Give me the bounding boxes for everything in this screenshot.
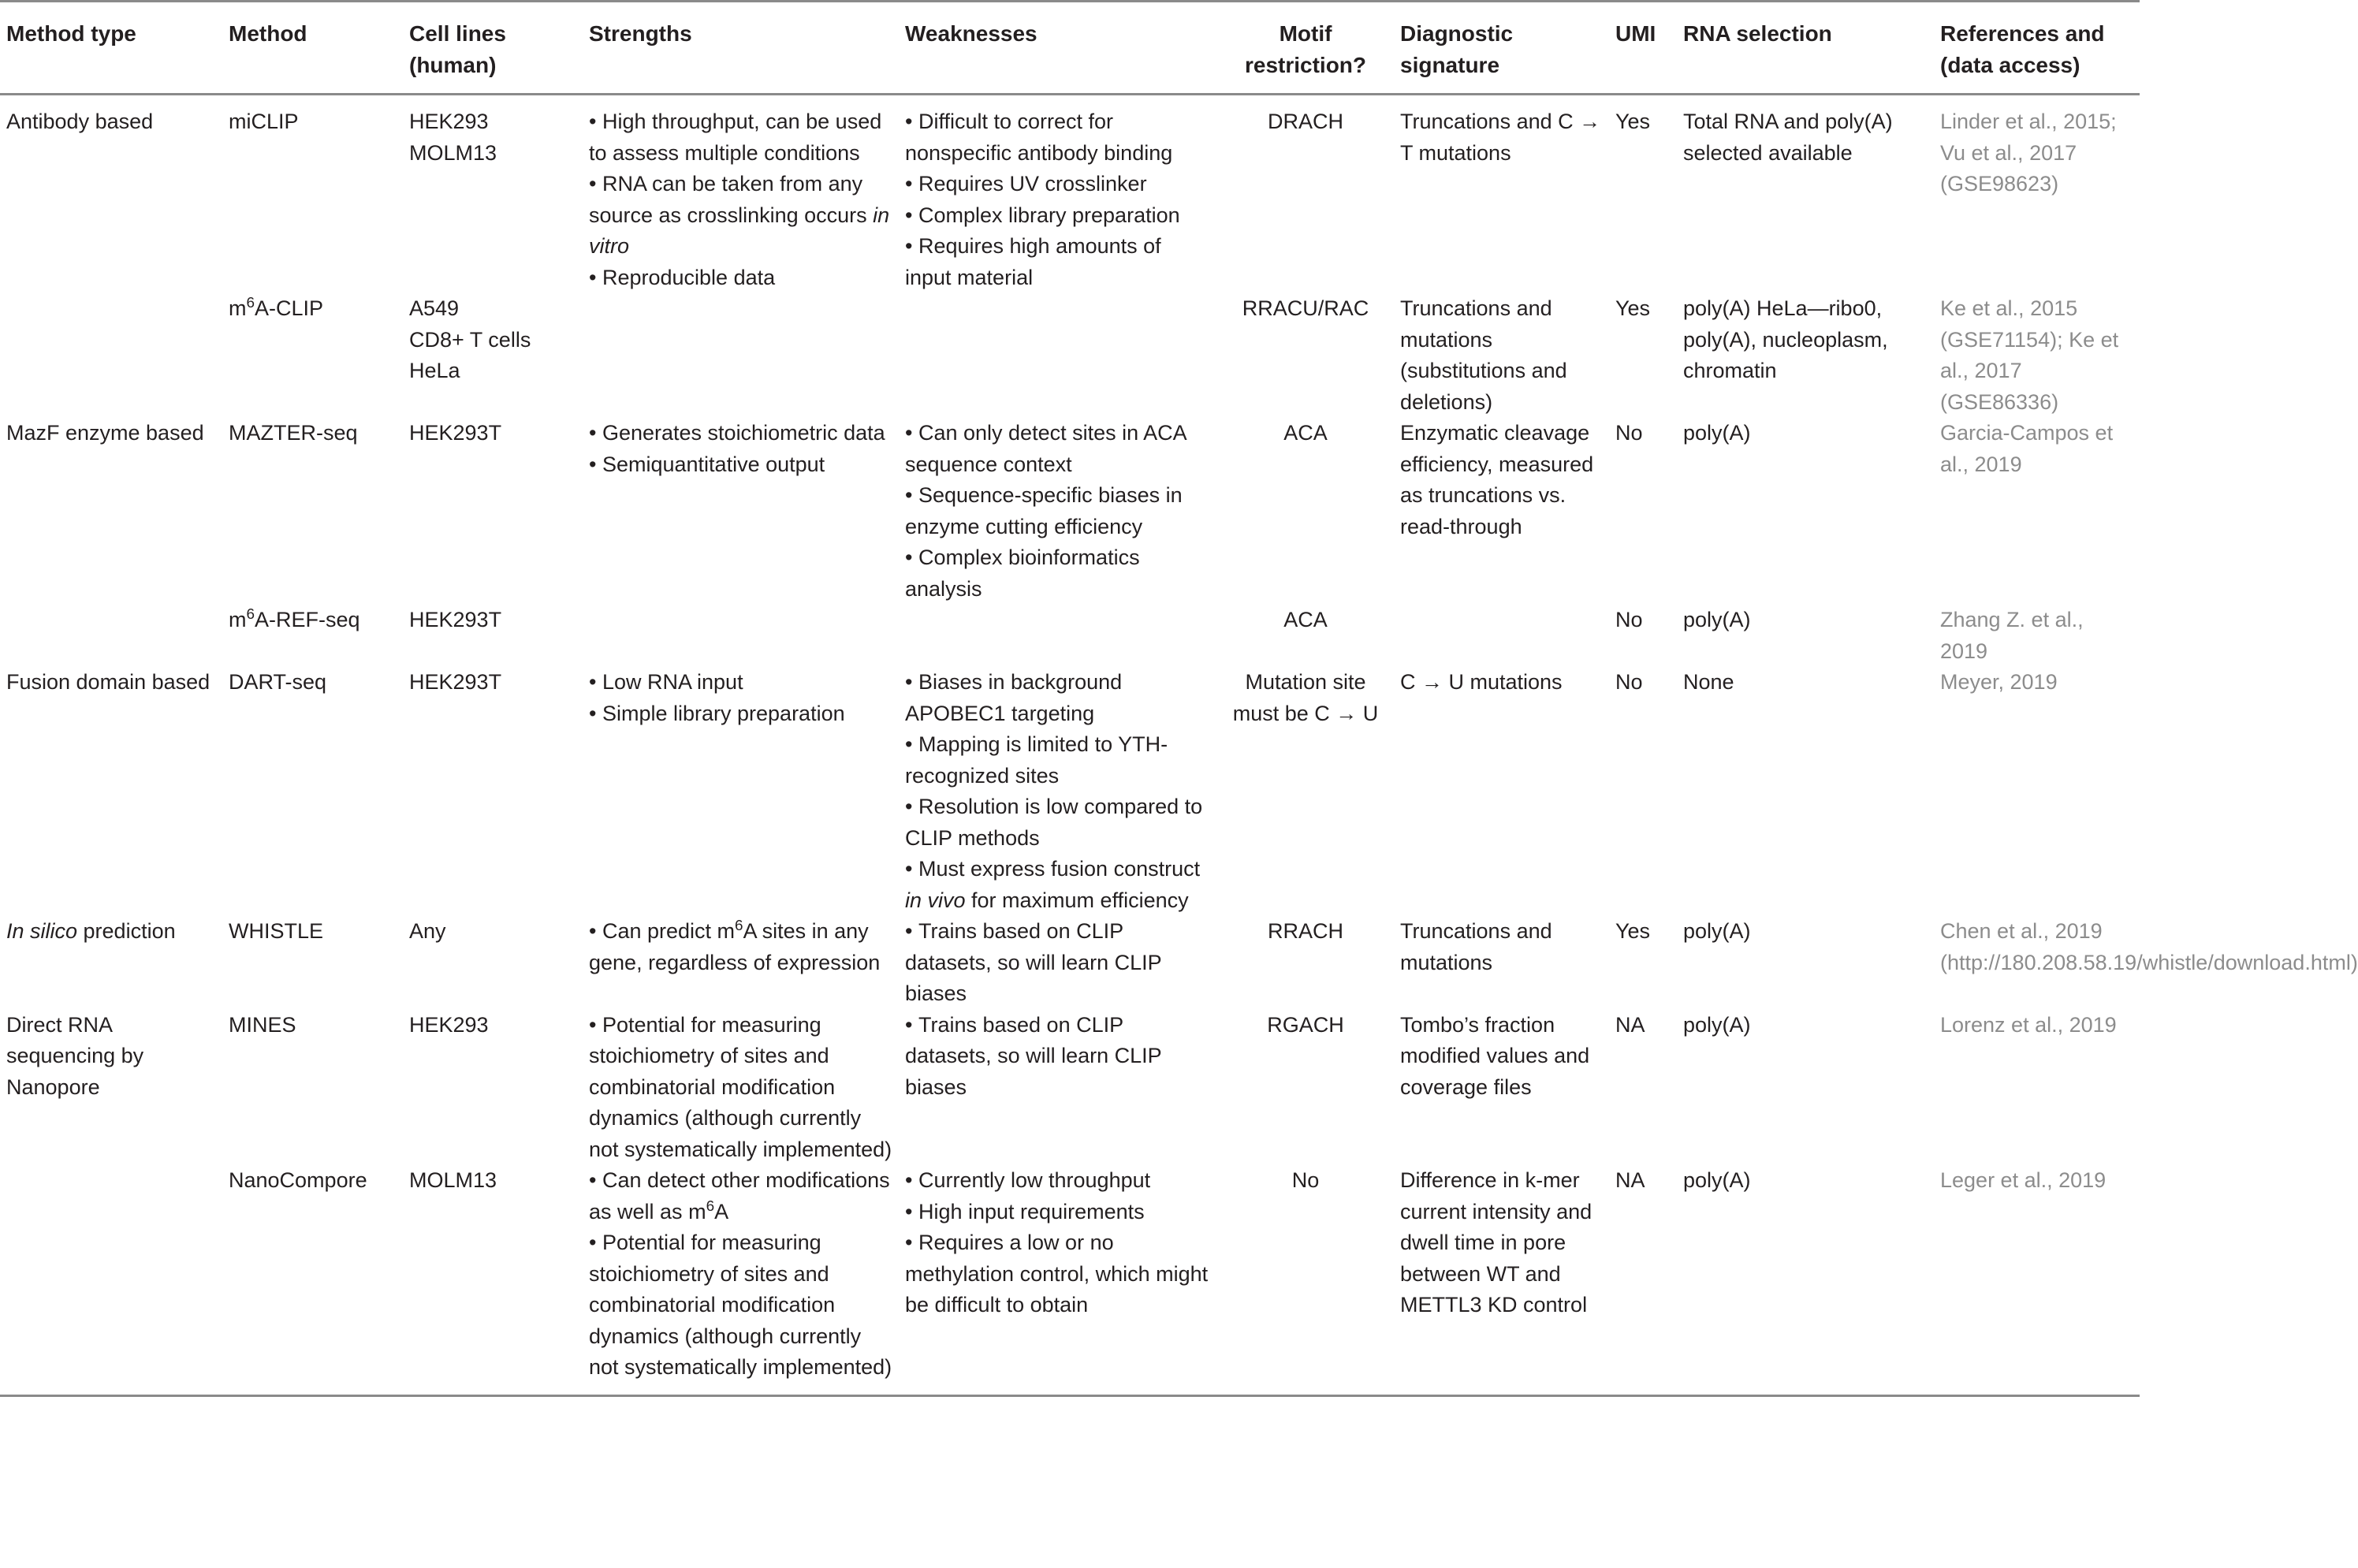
weakness-item: • Must express fusion construct in vivo for maximum efficiency — [905, 854, 1211, 916]
weaknesses-cell — [899, 418, 1217, 605]
table-row — [0, 95, 2140, 294]
method-cell: NanoCompore — [222, 1165, 403, 1395]
references-cell: Leger et al., 2019 — [1934, 1165, 2140, 1395]
weaknesses-cell — [899, 667, 1217, 916]
cell-lines-cell — [403, 667, 583, 916]
diagnostic-signature-cell: Truncations and mutations — [1400, 919, 1552, 974]
cell-line: HEK293T — [409, 421, 502, 445]
weaknesses-cell — [899, 95, 1217, 294]
cell-lines-cell — [403, 1165, 583, 1395]
cell-line: A549 — [409, 296, 460, 320]
cell-line: Any — [409, 919, 446, 943]
cell-lines-cell — [403, 95, 583, 294]
cell-line: HEK293T — [409, 670, 502, 694]
cell-line: HEK293T — [409, 608, 502, 631]
weakness-item: • Sequence-specific biases in enzyme cutting efficiency — [905, 480, 1211, 542]
weakness-item: • Resolution is low compared to CLIP methods — [905, 791, 1211, 854]
strength-item: • RNA can be taken from any source as crosslinking occurs in vitro — [589, 169, 892, 263]
diagnostic-signature-cell: Difference in k-mer current intensity and dwell time in pore between WT and METTL3 KD control — [1394, 1165, 1609, 1395]
weakness-item: • Complex library preparation — [905, 200, 1211, 232]
table-row — [0, 293, 2140, 418]
umi-cell: Yes — [1615, 110, 1651, 133]
method-type-cell: In silico prediction — [6, 919, 176, 943]
diagnostic-signature-cell — [1394, 605, 1609, 667]
method-cell: MAZTER-seq — [229, 421, 358, 445]
references-cell: Chen et al., 2019 (http://180.208.58.19/whistle/download.html) — [1940, 919, 2358, 974]
references-cell: Meyer, 2019 — [1940, 670, 2058, 694]
motif-cell: DRACH — [1267, 110, 1343, 133]
header-method-type: Method type — [0, 2, 222, 95]
cell-lines-cell — [403, 418, 583, 605]
strengths-cell — [583, 418, 899, 605]
references-cell: Zhang Z. et al., 2019 — [1940, 608, 2084, 663]
method-cell: DART-seq — [229, 670, 327, 694]
motif-cell: ACA — [1283, 608, 1328, 631]
weakness-item: • Biases in background APOBEC1 targeting — [905, 667, 1211, 729]
strength-item: • Can detect other modifications as well as $m^6A$ — [589, 1165, 892, 1227]
rna-selection-cell: poly(A) HeLa—ribo0, poly(A), nucleoplasm, chromatin — [1683, 296, 1888, 382]
diagnostic-signature-cell: Tombo’s fraction modified values and coverage files — [1400, 1012, 1590, 1099]
cell-line: HEK293 — [409, 1012, 489, 1037]
cell-line: CD8+ T cells — [409, 327, 531, 352]
weakness-item: • Mapping is limited to YTH-recognized sites — [905, 729, 1211, 791]
motif-cell: ACA — [1283, 421, 1328, 445]
table-row — [0, 667, 2140, 916]
weakness-item: • Trains based on CLIP datasets, so will learn CLIP biases — [905, 1010, 1211, 1104]
rna-selection-cell: poly(A) — [1683, 919, 1751, 943]
weakness-item: • Difficult to correct for nonspecific antibody binding — [905, 106, 1211, 169]
cell-lines-cell — [403, 1010, 583, 1166]
rna-selection-cell: poly(A) — [1683, 1012, 1751, 1037]
weakness-item: • Requires UV crosslinker — [905, 169, 1211, 200]
strength-item: • Potential for measuring stoichiometry of sites and combinatorial modification dynamics (although currently not systematically implemented) — [589, 1010, 892, 1166]
method-type-cell: MazF enzyme based — [6, 421, 204, 445]
table-body — [0, 95, 2358, 1396]
weakness-item: • Can only detect sites in ACA sequence context — [905, 418, 1211, 480]
method-cell: miCLIP — [229, 110, 299, 133]
weaknesses-cell — [899, 1010, 1217, 1166]
motif-cell: No — [1217, 1165, 1394, 1395]
strength-item: • Low RNA input — [589, 667, 892, 698]
cell-line: MOLM13 — [409, 1168, 497, 1192]
umi-cell: No — [1615, 421, 1643, 445]
rna-selection-cell: poly(A) — [1677, 1165, 1934, 1395]
references-cell: Ke et al., 2015 (GSE71154); Ke et al., 2017 (GSE86336) — [1940, 296, 2119, 414]
strengths-cell — [583, 1165, 899, 1395]
method-cell: WHISTLE — [229, 919, 324, 943]
table-row — [0, 916, 2140, 1010]
references-cell: Linder et al., 2015; Vu et al., 2017 (GSE98623) — [1940, 110, 2117, 196]
strength-item: • Potential for measuring stoichiometry of sites and combinatorial modification dynamics (although currently not systematically implemented) — [589, 1227, 892, 1384]
strengths-cell — [583, 293, 899, 418]
method-type-cell: Direct RNA sequencing by Nanopore — [6, 1012, 144, 1099]
method-cell: $m^6A-REF$-seq — [229, 606, 360, 631]
weakness-item: • Requires a low or no methylation control, which might be difficult to obtain — [905, 1227, 1211, 1321]
cell-lines-cell — [403, 605, 583, 667]
strength-item: • High throughput, can be used to assess multiple conditions — [589, 106, 892, 169]
header-diagnostic-signature: Diagnostic signature — [1394, 2, 1609, 95]
strength-item: • Reproducible data — [589, 263, 892, 294]
rna-selection-cell: poly(A) — [1683, 608, 1751, 631]
method-type-cell — [0, 1165, 222, 1395]
rna-selection-cell: poly(A) — [1683, 421, 1751, 445]
header-rna-selection: RNA selection — [1677, 2, 1934, 95]
umi-cell: Yes — [1615, 919, 1651, 943]
weaknesses-cell — [899, 1165, 1217, 1395]
method-cell: MINES — [229, 1012, 296, 1037]
header-method: Method — [222, 2, 403, 95]
strengths-cell — [583, 605, 899, 667]
cell-line: HEK293 — [409, 110, 489, 133]
umi-cell: No — [1615, 670, 1643, 694]
weaknesses-cell — [899, 916, 1217, 1010]
rna-selection-cell: None — [1683, 670, 1734, 694]
diagnostic-signature-cell: Truncations and C → T mutations — [1400, 110, 1601, 165]
motif-cell: RRACH — [1267, 919, 1343, 943]
cell-line: MOLM13 — [409, 140, 497, 165]
method-type-cell — [0, 605, 222, 667]
umi-cell: No — [1615, 608, 1643, 631]
header-umi: UMI — [1609, 2, 1677, 95]
strength-item: • Generates stoichiometric data — [589, 418, 892, 449]
header-weaknesses: Weaknesses — [899, 2, 1217, 95]
table-header-row — [0, 2, 2140, 95]
strength-item: • Simple library preparation — [589, 698, 892, 730]
weakness-item: • Requires high amounts of input material — [905, 231, 1211, 293]
header-motif-restriction: Motif restriction? — [1217, 2, 1394, 95]
motif-cell: Mutation site must be C → U — [1232, 670, 1379, 725]
method-type-cell: Fusion domain based — [6, 670, 210, 694]
cell-lines-cell — [403, 916, 583, 1010]
table-row — [0, 418, 2140, 605]
cell-line: HeLa — [409, 359, 460, 382]
umi-cell: NA — [1609, 1165, 1677, 1395]
weakness-item: • High input requirements — [905, 1197, 1211, 1228]
table-row — [0, 1010, 2140, 1166]
motif-cell: RGACH — [1267, 1012, 1344, 1037]
references-cell: Garcia-Campos et al., 2019 — [1940, 421, 2114, 476]
diagnostic-signature-cell: Truncations and mutations (substitutions and deletions) — [1400, 296, 1567, 414]
strengths-cell — [583, 1010, 899, 1166]
strengths-cell — [583, 916, 899, 1010]
method-cell: $m^6A$-CLIP — [229, 295, 324, 320]
cell-lines-cell — [403, 293, 583, 418]
weaknesses-cell — [899, 293, 1217, 418]
table-row — [0, 605, 2140, 667]
strengths-cell — [583, 95, 899, 294]
weakness-item: • Complex bioinformatics analysis — [905, 542, 1211, 605]
header-references: References and (data access) — [1934, 2, 2140, 95]
umi-cell: Yes — [1615, 296, 1651, 320]
strength-item: • Can predict $m^6A$ sites in any gene, regardless of expression — [589, 916, 892, 978]
rna-selection-cell: Total RNA and poly(A) selected available — [1683, 110, 1893, 165]
diagnostic-signature-cell: C → U mutations — [1400, 670, 1563, 694]
header-strengths: Strengths — [583, 2, 899, 95]
references-cell: Lorenz et al., 2019 — [1940, 1012, 2117, 1037]
weaknesses-cell — [899, 605, 1217, 667]
strengths-cell — [583, 667, 899, 916]
table-row — [0, 1165, 2140, 1395]
method-type-cell: Antibody based — [6, 110, 154, 133]
weakness-item: • Currently low throughput — [905, 1165, 1211, 1197]
diagnostic-signature-cell: Enzymatic cleavage efficiency, measured as truncations vs. read-through — [1400, 421, 1594, 538]
umi-cell: NA — [1615, 1012, 1645, 1037]
strength-item: • Semiquantitative output — [589, 449, 892, 481]
motif-cell: RRACU/RAC — [1242, 296, 1369, 320]
weakness-item: • Trains based on CLIP datasets, so will learn CLIP biases — [905, 916, 1211, 1010]
method-type-cell — [0, 293, 222, 418]
header-cell-lines: Cell lines (human) — [403, 2, 583, 95]
